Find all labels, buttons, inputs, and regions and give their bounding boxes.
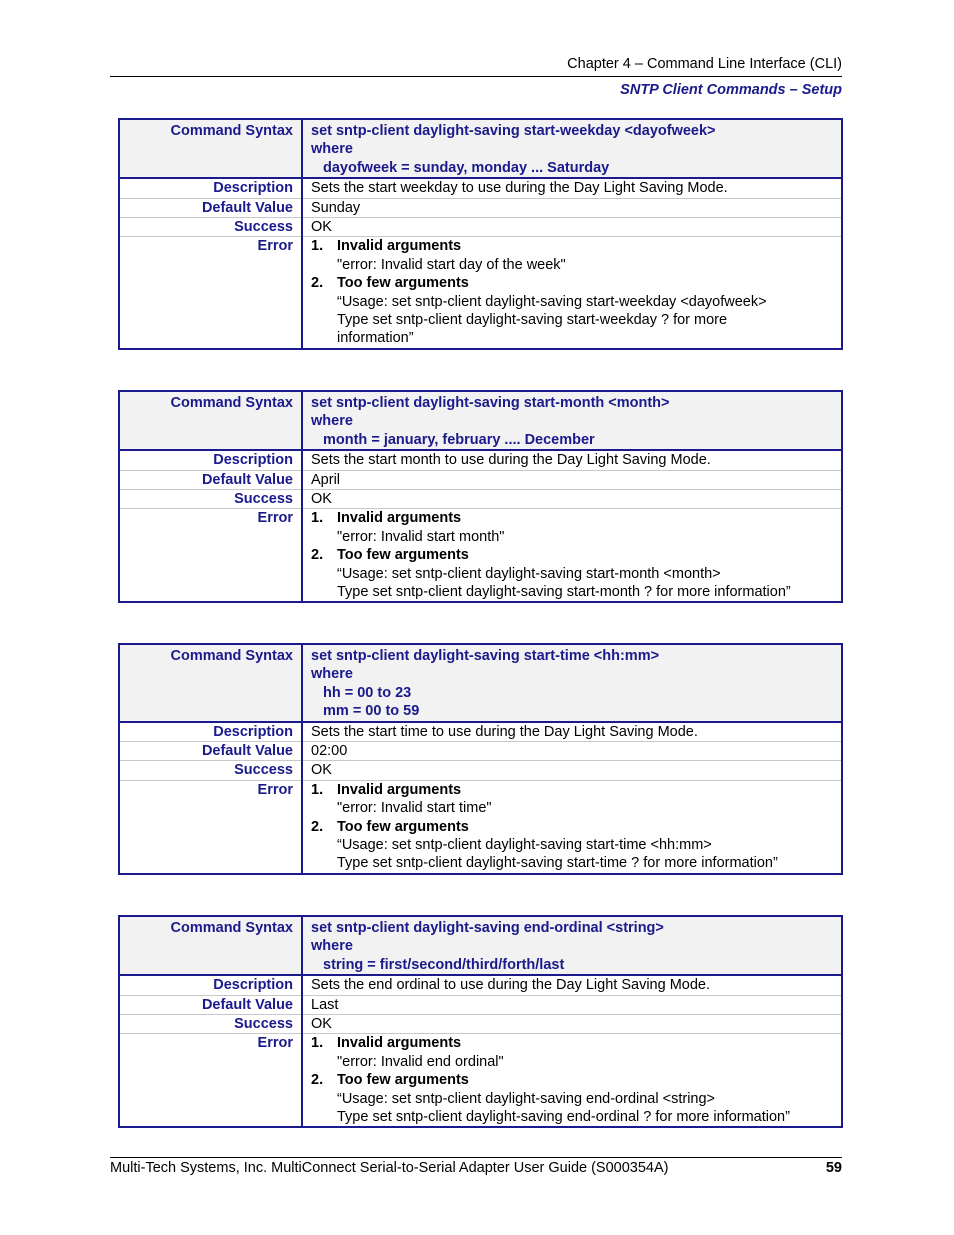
success-row-label: Success <box>119 1015 302 1034</box>
syntax-row-label: Command Syntax <box>119 119 302 178</box>
error-item <box>311 818 833 873</box>
success-row-value: OK <box>302 490 842 509</box>
default-row-label: Default Value <box>119 470 302 489</box>
description-row-value: Sets the end ordinal to use during the Day Light Saving Mode. <box>302 975 842 995</box>
syntax-where: where <box>311 938 353 955</box>
error-message-line: “Usage: set sntp-client daylight-saving start-weekday <dayofweek> <box>337 293 767 310</box>
error-number: 1. <box>311 1035 324 1052</box>
default-row-label: Default Value <box>119 995 302 1014</box>
error-item <box>311 546 833 601</box>
error-number: 1. <box>311 781 324 798</box>
error-number: 2. <box>311 547 324 564</box>
syntax-row-label: Command Syntax <box>119 916 302 975</box>
error-row-label: Error <box>119 1034 302 1128</box>
description-row-label: Description <box>119 178 302 198</box>
error-row-label: Error <box>119 509 302 603</box>
error-message-line: “Usage: set sntp-client daylight-saving start-month <month> <box>337 565 721 582</box>
default-row <box>119 995 842 1014</box>
error-message-line: Type set sntp-client daylight-saving start-month ? for more information” <box>337 584 791 601</box>
description-row <box>119 722 842 742</box>
error-message-line: Type set sntp-client daylight-saving start-time ? for more information” <box>337 855 778 872</box>
syntax-param: dayofweek = sunday, monday ... Saturday <box>323 159 610 176</box>
default-row-label: Default Value <box>119 198 302 217</box>
syntax-row-value <box>302 644 842 722</box>
description-row-label: Description <box>119 722 302 742</box>
syntax-row-value <box>302 119 842 178</box>
command-table <box>118 915 843 1128</box>
error-message-line: "error: Invalid end ordinal" <box>337 1053 504 1070</box>
default-row <box>119 470 842 489</box>
command-table <box>118 390 843 603</box>
syntax-param: month = january, february .... December <box>323 431 595 448</box>
error-number: 1. <box>311 510 324 527</box>
description-row-label: Description <box>119 450 302 470</box>
error-row <box>119 237 842 349</box>
description-row <box>119 450 842 470</box>
syntax-where: where <box>311 141 353 158</box>
error-item <box>311 1034 833 1071</box>
syntax-row <box>119 119 842 178</box>
syntax-row <box>119 916 842 975</box>
error-item <box>311 781 833 818</box>
error-message-line: "error: Invalid start time" <box>337 800 492 817</box>
error-row-value <box>302 780 842 874</box>
syntax-row-value <box>302 391 842 450</box>
description-row-value: Sets the start weekday to use during the Day Light Saving Mode. <box>302 178 842 198</box>
error-message-line: "error: Invalid start day of the week" <box>337 256 566 273</box>
default-row <box>119 198 842 217</box>
success-row-label: Success <box>119 490 302 509</box>
success-row <box>119 1015 842 1034</box>
success-row-value: OK <box>302 218 842 237</box>
syntax-command: set sntp-client daylight-saving start-month <month> <box>311 395 670 411</box>
error-title: Too few arguments <box>337 818 469 835</box>
error-row-label: Error <box>119 237 302 349</box>
command-table <box>118 118 843 350</box>
success-row <box>119 490 842 509</box>
default-row <box>119 742 842 761</box>
footer-text: Multi-Tech Systems, Inc. MultiConnect Serial-to-Serial Adapter User Guide (S000354A) <box>110 1160 669 1176</box>
error-row-value <box>302 1034 842 1128</box>
description-row <box>119 178 842 198</box>
success-row <box>119 218 842 237</box>
error-row-value <box>302 237 842 349</box>
syntax-where: where <box>311 413 353 430</box>
error-item <box>311 1071 833 1126</box>
error-item <box>311 237 833 274</box>
error-title: Invalid arguments <box>337 238 462 255</box>
page-number: 59 <box>825 1160 842 1176</box>
error-title: Too few arguments <box>337 547 469 564</box>
error-item <box>311 509 833 546</box>
error-item <box>311 274 833 348</box>
error-message-line: information” <box>337 330 414 347</box>
chapter-title: Chapter 4 – Command Line Interface (CLI) <box>567 56 842 72</box>
description-row <box>119 975 842 995</box>
default-row-label: Default Value <box>119 742 302 761</box>
syntax-row-value <box>302 916 842 975</box>
syntax-param: hh = 00 to 23 <box>323 684 412 701</box>
error-title: Invalid arguments <box>337 781 462 798</box>
default-row-value: Last <box>302 995 842 1014</box>
description-row-label: Description <box>119 975 302 995</box>
success-row <box>119 761 842 780</box>
syntax-param: mm = 00 to 59 <box>323 703 420 720</box>
syntax-row-label: Command Syntax <box>119 644 302 722</box>
success-row-label: Success <box>119 218 302 237</box>
error-row <box>119 1034 842 1128</box>
error-row-label: Error <box>119 780 302 874</box>
syntax-where: where <box>311 666 353 683</box>
success-row-label: Success <box>119 761 302 780</box>
default-row-value: April <box>302 470 842 489</box>
error-number: 2. <box>311 1072 324 1089</box>
default-row-value: Sunday <box>302 198 842 217</box>
syntax-row-label: Command Syntax <box>119 391 302 450</box>
error-number: 2. <box>311 275 324 292</box>
syntax-command: set sntp-client daylight-saving end-ordinal <string> <box>311 920 664 936</box>
success-row-value: OK <box>302 761 842 780</box>
section-title: SNTP Client Commands – Setup <box>620 82 842 98</box>
error-title: Too few arguments <box>337 1072 469 1089</box>
default-row-value: 02:00 <box>302 742 842 761</box>
error-title: Invalid arguments <box>337 510 462 527</box>
syntax-row <box>119 391 842 450</box>
description-row-value: Sets the start month to use during the Day Light Saving Mode. <box>302 450 842 470</box>
error-number: 1. <box>311 238 324 255</box>
syntax-param: string = first/second/third/forth/last <box>323 956 565 973</box>
error-number: 2. <box>311 818 324 835</box>
error-message-line: “Usage: set sntp-client daylight-saving end-ordinal <string> <box>337 1090 716 1107</box>
error-message-line: Type set sntp-client daylight-saving start-weekday ? for more <box>337 312 728 329</box>
success-row-value: OK <box>302 1015 842 1034</box>
header-divider <box>110 76 842 77</box>
syntax-command: set sntp-client daylight-saving start-time <hh:mm> <box>311 648 660 664</box>
syntax-row <box>119 644 842 722</box>
error-title: Invalid arguments <box>337 1035 462 1052</box>
error-row-value <box>302 509 842 603</box>
footer-divider <box>110 1157 842 1158</box>
description-row-value: Sets the start time to use during the Day Light Saving Mode. <box>302 722 842 742</box>
error-message-line: "error: Invalid start month" <box>337 528 505 545</box>
error-row <box>119 509 842 603</box>
error-message-line: Type set sntp-client daylight-saving end-ordinal ? for more information” <box>337 1109 790 1126</box>
error-title: Too few arguments <box>337 275 469 292</box>
error-row <box>119 780 842 874</box>
command-table <box>118 643 843 875</box>
error-message-line: “Usage: set sntp-client daylight-saving start-time <hh:mm> <box>337 837 712 854</box>
syntax-command: set sntp-client daylight-saving start-weekday <dayofweek> <box>311 123 716 139</box>
